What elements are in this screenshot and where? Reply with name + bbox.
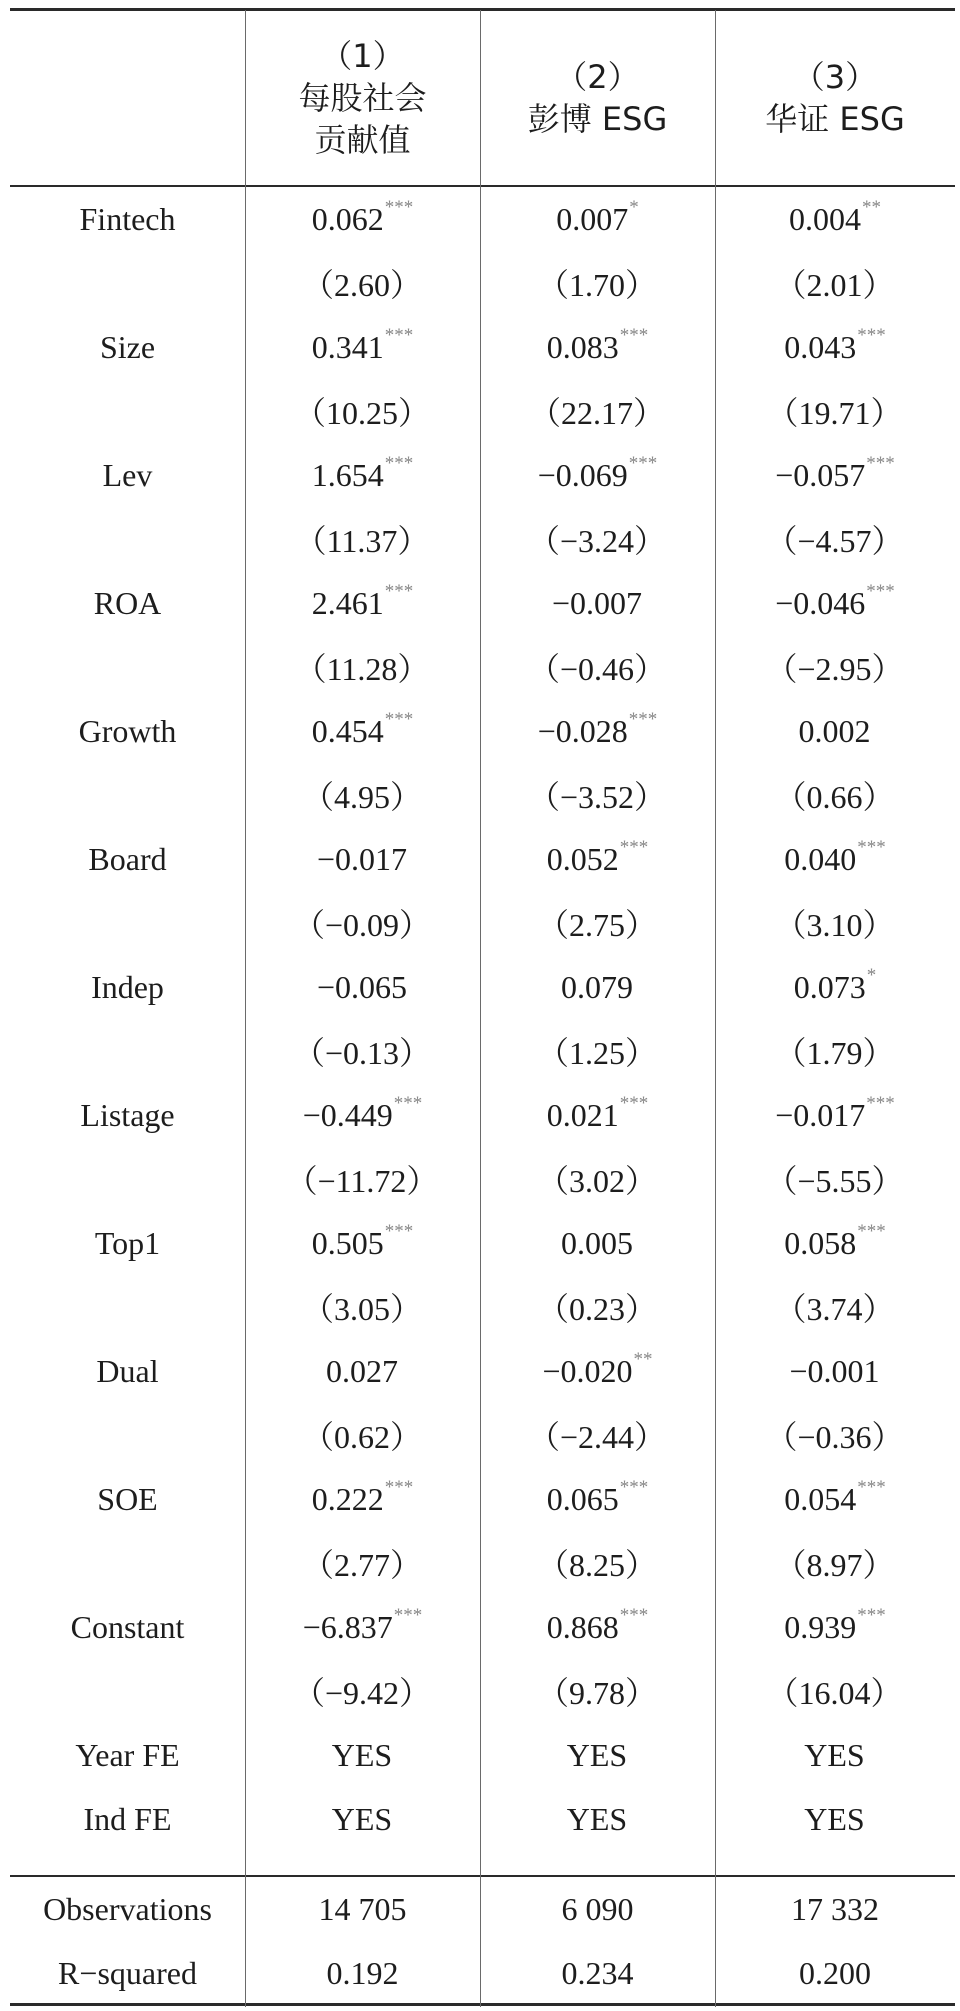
significance-stars: *** xyxy=(857,837,886,858)
cell-col1-value: YES xyxy=(331,1736,393,1773)
header-col2-line1: 彭博 ESG xyxy=(527,100,668,138)
cell-col1-value: （−9.42） xyxy=(292,1675,432,1711)
cell-col2 xyxy=(480,1275,715,1339)
cell-col3-value: 0.200 xyxy=(799,1954,871,1991)
coef-row xyxy=(10,1787,955,1851)
row-label xyxy=(10,1787,245,1851)
row-label xyxy=(10,1877,245,1941)
cell-col3 xyxy=(715,571,955,635)
coef-row xyxy=(10,571,955,635)
coef-row xyxy=(10,443,955,507)
significance-stars: *** xyxy=(384,453,414,474)
cell-col1 xyxy=(245,315,480,379)
row-label xyxy=(10,1275,245,1339)
cell-col2 xyxy=(480,1531,715,1595)
significance-stars: *** xyxy=(384,709,414,730)
cell-col1 xyxy=(245,1941,480,2005)
cell-col2 xyxy=(480,1019,715,1083)
header-col1 xyxy=(245,11,480,185)
tstat-row xyxy=(10,251,955,315)
row-label xyxy=(10,891,245,955)
row-label-value: ROA xyxy=(93,584,162,621)
cell-col3-value: −0.017 xyxy=(775,1096,866,1133)
cell-col3-value: （2.01） xyxy=(774,267,895,303)
cell-col1 xyxy=(245,1467,480,1531)
cell-col2-value: （2.75） xyxy=(536,907,657,943)
tstat-row xyxy=(10,891,955,955)
cell-col3-value: 0.073 xyxy=(793,968,866,1005)
cell-col3-value: 0.002 xyxy=(798,712,871,749)
cell-col2-value: （−3.52） xyxy=(527,779,667,815)
cell-col1 xyxy=(245,1275,480,1339)
row-label xyxy=(10,1595,245,1659)
row-label xyxy=(10,635,245,699)
row-label-value: Indep xyxy=(91,968,164,1005)
row-label-value: Observations xyxy=(43,1890,212,1927)
row-label xyxy=(10,827,245,891)
cell-col3-value: （16.04） xyxy=(766,1675,903,1711)
header-col1-line2: 贡献值 xyxy=(314,121,411,159)
cell-col1 xyxy=(245,1211,480,1275)
significance-stars: *** xyxy=(384,1477,414,1498)
cell-col1-value: （−0.13） xyxy=(292,1035,432,1071)
cell-col2-value: 0.052 xyxy=(546,840,619,877)
cell-col1 xyxy=(245,1723,480,1787)
cell-col2 xyxy=(480,891,715,955)
row-label xyxy=(10,507,245,571)
cell-col3 xyxy=(715,1877,955,1941)
cell-col1 xyxy=(245,1877,480,1941)
cell-col3 xyxy=(715,315,955,379)
tstat-row xyxy=(10,1403,955,1467)
cell-col1 xyxy=(245,1403,480,1467)
cell-col3-value: 0.054 xyxy=(784,1480,857,1517)
cell-col3 xyxy=(715,891,955,955)
coef-row xyxy=(10,1467,955,1531)
cell-col3-value: （19.71） xyxy=(766,395,903,431)
header-col3-number: （3） xyxy=(792,58,878,96)
cell-col1 xyxy=(245,1595,480,1659)
cell-col1-value: （10.25） xyxy=(293,395,430,431)
cell-col1 xyxy=(245,251,480,315)
cell-col2-value: 0.079 xyxy=(561,968,633,1005)
cell-col3-value: 0.004 xyxy=(789,200,861,237)
cell-col3 xyxy=(715,1147,955,1211)
significance-stars: *** xyxy=(619,837,649,858)
row-label-value: Ind FE xyxy=(83,1800,172,1837)
row-label xyxy=(10,187,245,251)
cell-col1-value: （11.37） xyxy=(294,523,430,559)
cell-col2-value: （1.70） xyxy=(536,267,657,303)
cell-col1-value: 0.027 xyxy=(326,1352,398,1389)
cell-col1-value: （3.05） xyxy=(301,1291,422,1327)
cell-col2 xyxy=(480,1339,715,1403)
coef-row xyxy=(10,955,955,1019)
cell-col3-value: 0.058 xyxy=(784,1224,857,1261)
cell-col3 xyxy=(715,1941,955,2005)
cell-col3-value: −0.057 xyxy=(775,456,866,493)
cell-col2 xyxy=(480,1211,715,1275)
header-col1-number: （1） xyxy=(320,37,405,75)
cell-col1-value: 0.505 xyxy=(311,1224,384,1261)
cell-col3-value: YES xyxy=(804,1800,865,1837)
cell-col1-value: −6.837 xyxy=(302,1608,393,1645)
cell-col3 xyxy=(715,1403,955,1467)
significance-stars: *** xyxy=(619,1093,649,1114)
cell-col3 xyxy=(715,1019,955,1083)
row-label xyxy=(10,955,245,1019)
cell-col1 xyxy=(245,1531,480,1595)
cell-col2-value: −0.028 xyxy=(537,712,628,749)
header-col2 xyxy=(480,11,715,185)
cell-col2-value: 0.021 xyxy=(546,1096,619,1133)
cell-col2 xyxy=(480,827,715,891)
cell-col2 xyxy=(480,571,715,635)
cell-col2 xyxy=(480,187,715,251)
cell-col3-value: 0.040 xyxy=(784,840,857,877)
significance-stars: *** xyxy=(628,453,658,474)
cell-col3-value: 0.043 xyxy=(784,328,857,365)
row-label xyxy=(10,1531,245,1595)
cell-col3 xyxy=(715,1595,955,1659)
cell-col2-value: 0.007 xyxy=(556,200,629,237)
cell-col1 xyxy=(245,187,480,251)
cell-col3 xyxy=(715,1723,955,1787)
tstat-row xyxy=(10,507,955,571)
cell-col3-value: （−0.36） xyxy=(765,1419,904,1455)
cell-col2-value: 0.234 xyxy=(561,1954,634,1991)
cell-col3-value: （3.74） xyxy=(774,1291,895,1327)
cell-col1-value: （2.77） xyxy=(301,1547,422,1583)
cell-col1-value: −0.017 xyxy=(316,840,408,877)
cell-col2 xyxy=(480,1147,715,1211)
cell-col3-value: （8.97） xyxy=(774,1547,895,1583)
cell-col3 xyxy=(715,1275,955,1339)
tstat-row xyxy=(10,635,955,699)
cell-col2 xyxy=(480,1403,715,1467)
cell-col1-value: 0.062 xyxy=(311,200,384,237)
cell-col3-value: （−2.95） xyxy=(765,651,904,687)
cell-col1 xyxy=(245,1659,480,1723)
cell-col2 xyxy=(480,379,715,443)
cell-col2-value: 0.083 xyxy=(546,328,619,365)
cell-col1 xyxy=(245,827,480,891)
row-label xyxy=(10,1083,245,1147)
cell-col1-value: −0.449 xyxy=(302,1096,393,1133)
cell-col2-value: （9.78） xyxy=(536,1675,657,1711)
cell-col1-value: −0.065 xyxy=(316,968,408,1005)
row-label-value: Lev xyxy=(102,456,153,493)
row-label xyxy=(10,1019,245,1083)
cell-col1 xyxy=(245,1339,480,1403)
cell-col1 xyxy=(245,507,480,571)
significance-stars: ** xyxy=(862,197,881,218)
row-label-value: Board xyxy=(88,840,167,877)
cell-col1 xyxy=(245,1019,480,1083)
significance-stars: *** xyxy=(857,1477,886,1498)
significance-stars: *** xyxy=(857,1605,886,1626)
row-label xyxy=(10,1659,245,1723)
row-label-value: R−squared xyxy=(58,1954,197,1991)
significance-stars: * xyxy=(866,965,877,986)
cell-col3 xyxy=(715,379,955,443)
cell-col2-value: （−0.46） xyxy=(527,651,667,687)
cell-col1 xyxy=(245,1147,480,1211)
cell-col2-value: （0.23） xyxy=(536,1291,657,1327)
cell-col1 xyxy=(245,699,480,763)
row-label xyxy=(10,763,245,827)
cell-col3-value: YES xyxy=(804,1736,865,1773)
tstat-row xyxy=(10,1147,955,1211)
tstat-row xyxy=(10,1275,955,1339)
coef-row xyxy=(10,827,955,891)
cell-col2-value: 0.868 xyxy=(546,1608,619,1645)
row-label-value: Size xyxy=(99,328,156,365)
tstat-row xyxy=(10,1019,955,1083)
header-col3-line1: 华证 ESG xyxy=(765,100,905,138)
significance-stars: *** xyxy=(857,325,886,346)
cell-col2 xyxy=(480,1941,715,2005)
significance-stars: *** xyxy=(393,1605,423,1626)
cell-col3 xyxy=(715,1787,955,1851)
cell-col1 xyxy=(245,571,480,635)
cell-col1-value: 0.222 xyxy=(311,1480,384,1517)
cell-col2 xyxy=(480,635,715,699)
cell-col3-value: 17 332 xyxy=(791,1890,879,1927)
row-label-value: SOE xyxy=(97,1480,158,1517)
cell-col1-value: 1.654 xyxy=(311,456,384,493)
cell-col3-value: （3.10） xyxy=(774,907,895,943)
cell-col2 xyxy=(480,443,715,507)
cell-col1 xyxy=(245,635,480,699)
cell-col1 xyxy=(245,1787,480,1851)
row-label xyxy=(10,1147,245,1211)
cell-col2-value: −0.007 xyxy=(551,584,643,621)
significance-stars: *** xyxy=(857,1221,886,1242)
cell-col1-value: 14 705 xyxy=(318,1890,407,1927)
cell-col2-value: （−2.44） xyxy=(527,1419,667,1455)
cell-col3 xyxy=(715,1531,955,1595)
cell-col2 xyxy=(480,251,715,315)
cell-col1 xyxy=(245,443,480,507)
coef-row xyxy=(10,1595,955,1659)
stats-row xyxy=(10,1941,955,2005)
significance-stars: * xyxy=(629,197,639,218)
cell-col2 xyxy=(480,1467,715,1531)
cell-col2 xyxy=(480,1659,715,1723)
row-label xyxy=(10,1941,245,2005)
header-col3 xyxy=(715,11,955,185)
significance-stars: *** xyxy=(619,325,649,346)
cell-col1-value: （11.28） xyxy=(294,651,430,687)
row-label xyxy=(10,251,245,315)
significance-stars: *** xyxy=(628,709,658,730)
tstat-row xyxy=(10,379,955,443)
row-label xyxy=(10,443,245,507)
tstat-row xyxy=(10,1659,955,1723)
cell-col2-value: 0.065 xyxy=(546,1480,619,1517)
cell-col1-value: 0.454 xyxy=(311,712,384,749)
cell-col3 xyxy=(715,1083,955,1147)
row-label xyxy=(10,1211,245,1275)
cell-col1 xyxy=(245,891,480,955)
cell-col3 xyxy=(715,635,955,699)
row-label-value: Fintech xyxy=(79,200,176,237)
cell-col3 xyxy=(715,1467,955,1531)
cell-col1-value: YES xyxy=(331,1800,393,1837)
significance-stars: *** xyxy=(384,1221,414,1242)
row-label xyxy=(10,1403,245,1467)
row-label-value: Year FE xyxy=(75,1736,180,1773)
cell-col2-value: （22.17） xyxy=(528,395,665,431)
cell-col3 xyxy=(715,699,955,763)
cell-col3 xyxy=(715,955,955,1019)
cell-col1 xyxy=(245,379,480,443)
cell-col3 xyxy=(715,507,955,571)
row-label-value: Growth xyxy=(78,712,177,749)
cell-col3 xyxy=(715,1211,955,1275)
cell-col1-value: 2.461 xyxy=(311,584,384,621)
coef-row xyxy=(10,1083,955,1147)
cell-col2 xyxy=(480,1595,715,1659)
cell-col1-value: （−11.72） xyxy=(285,1163,439,1199)
cell-col3 xyxy=(715,827,955,891)
cell-col3-value: （1.79） xyxy=(774,1035,895,1071)
tstat-row xyxy=(10,1531,955,1595)
row-label xyxy=(10,699,245,763)
cell-col3 xyxy=(715,1339,955,1403)
significance-stars: *** xyxy=(866,453,895,474)
row-label xyxy=(10,571,245,635)
significance-stars: *** xyxy=(384,197,414,218)
coef-row xyxy=(10,1723,955,1787)
cell-col1-value: （0.62） xyxy=(301,1419,422,1455)
significance-stars: *** xyxy=(393,1093,423,1114)
cell-col3-value: （−5.55） xyxy=(765,1163,904,1199)
cell-col2 xyxy=(480,763,715,827)
coef-row xyxy=(10,699,955,763)
cell-col1 xyxy=(245,1083,480,1147)
cell-col1-value: 0.341 xyxy=(311,328,384,365)
row-label-value: Listage xyxy=(80,1096,175,1133)
cell-col2 xyxy=(480,1083,715,1147)
cell-col2-value: 6 090 xyxy=(561,1890,634,1927)
cell-col1-value: （2.60） xyxy=(301,267,422,303)
cell-col3 xyxy=(715,1659,955,1723)
row-label-value: Top1 xyxy=(94,1224,161,1261)
cell-col2 xyxy=(480,699,715,763)
tstat-row xyxy=(10,763,955,827)
row-label-value: Constant xyxy=(70,1608,185,1645)
row-label xyxy=(10,1723,245,1787)
cell-col2-value: −0.069 xyxy=(537,456,628,493)
significance-stars: *** xyxy=(619,1477,649,1498)
cell-col2 xyxy=(480,955,715,1019)
row-label xyxy=(10,315,245,379)
significance-stars: *** xyxy=(384,581,414,602)
cell-col2-value: （8.25） xyxy=(536,1547,657,1583)
cell-col2-value: （−3.24） xyxy=(527,523,667,559)
cell-col2 xyxy=(480,507,715,571)
cell-col3-value: −0.001 xyxy=(789,1352,880,1389)
cell-col1 xyxy=(245,763,480,827)
cell-col2 xyxy=(480,1723,715,1787)
row-label xyxy=(10,379,245,443)
cell-col3-value: −0.046 xyxy=(775,584,866,621)
coef-row xyxy=(10,1211,955,1275)
cell-col1 xyxy=(245,955,480,1019)
coef-row xyxy=(10,187,955,251)
header-col2-number: （2） xyxy=(555,58,640,96)
cell-col3 xyxy=(715,187,955,251)
cell-col2 xyxy=(480,315,715,379)
row-label xyxy=(10,1467,245,1531)
stats-row xyxy=(10,1877,955,1941)
cell-col2-value: −0.020 xyxy=(542,1352,633,1389)
cell-col1-value: 0.192 xyxy=(326,1954,399,1991)
cell-col3-value: （0.66） xyxy=(774,779,895,815)
cell-col2-value: （1.25） xyxy=(536,1035,657,1071)
coef-row xyxy=(10,315,955,379)
cell-col3-value: （−4.57） xyxy=(765,523,904,559)
cell-col1-value: （4.95） xyxy=(301,779,422,815)
cell-col3 xyxy=(715,251,955,315)
cell-col2-value: YES xyxy=(566,1800,628,1837)
cell-col3-value: 0.939 xyxy=(784,1608,857,1645)
coef-row xyxy=(10,1339,955,1403)
header-col1-line1: 每股社会 xyxy=(298,79,427,117)
cell-col2-value: YES xyxy=(566,1736,628,1773)
row-label xyxy=(10,1339,245,1403)
cell-col3 xyxy=(715,763,955,827)
cell-col2 xyxy=(480,1787,715,1851)
row-label-value: Dual xyxy=(96,1352,159,1389)
significance-stars: *** xyxy=(866,1093,895,1114)
cell-col2-value: （3.02） xyxy=(536,1163,657,1199)
cell-col1-value: （−0.09） xyxy=(292,907,432,943)
cell-col3 xyxy=(715,443,955,507)
significance-stars: *** xyxy=(384,325,414,346)
significance-stars: ** xyxy=(633,1349,653,1370)
significance-stars: *** xyxy=(619,1605,649,1626)
cell-col2 xyxy=(480,1877,715,1941)
cell-col2-value: 0.005 xyxy=(561,1224,633,1261)
significance-stars: *** xyxy=(866,581,895,602)
